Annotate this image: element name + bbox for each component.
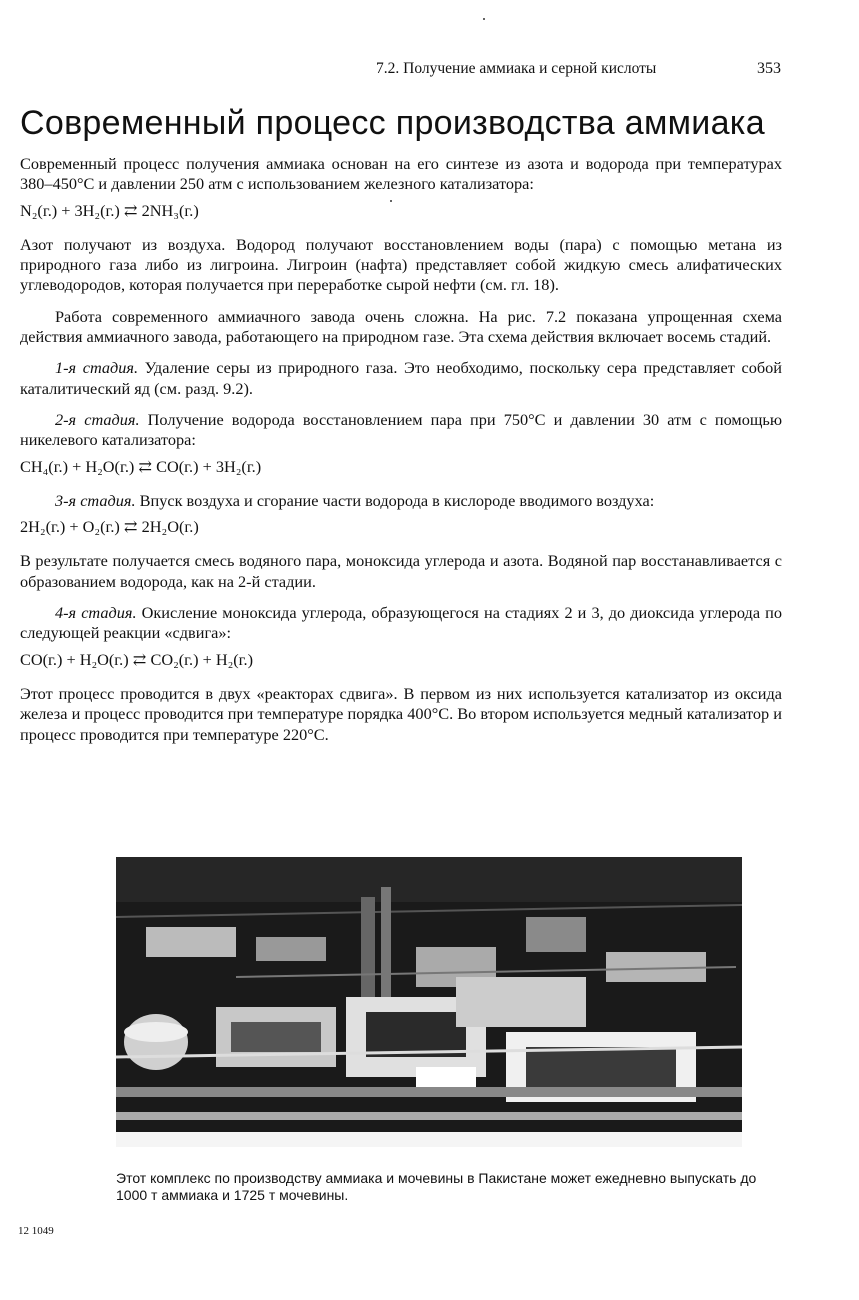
eq-left: 2H₂(г.) + O₂(г.) xyxy=(20,517,120,537)
paragraph-shift-reactors: Этот процесс проводится в двух «реакторах сдвига». В первом из них используется катализатор из оксида железа и процесс проводится при температуре порядка 400°С. Во втором используется медный катализатор и процесс проводится при температуре 220°С. xyxy=(20,683,782,744)
eq-right: 2H₂O(г.) xyxy=(141,517,199,537)
stage-label: 1-я стадия. xyxy=(55,358,139,378)
running-header: 7.2. Получение аммиака и серной кислоты xyxy=(376,60,657,77)
stage-text: Удаление серы из природного газа. Это необходимо, поскольку сера представляет собой каталитический яд (см. разд. 9.2). xyxy=(20,358,782,398)
stage-label: 4-я стадия. xyxy=(55,603,137,623)
eq-left: CH₄(г.) + H₂O(г.) xyxy=(20,456,135,476)
paragraph-stage-1 xyxy=(20,358,782,399)
stage-label: 2-я стадия. xyxy=(55,409,140,429)
eq-left: CO(г.) + H₂O(г.) xyxy=(20,649,129,669)
paragraph-stage-2 xyxy=(20,410,782,451)
eq-arrow: ⇄ xyxy=(132,649,147,669)
eq-arrow: ⇄ xyxy=(123,517,138,537)
paragraph-plant: Работа современного аммиачного завода очень сложна. На рис. 7.2 показана упрощенная схема действия аммиачного завода, работающего на природном газе. Эта схема действия включает восемь стадий. xyxy=(20,306,782,347)
page-title: Современный процесс производства аммиака xyxy=(20,104,765,142)
eq-left: N₂(г.) + 3H₂(г.) xyxy=(20,200,120,220)
stage-label: 3-я стадия. xyxy=(55,490,136,510)
stage-text: Впуск воздуха и сгорание части водорода в кислороде вводимого воздуха: xyxy=(139,490,655,510)
factory-photo xyxy=(116,857,742,1147)
equation-shift-reaction xyxy=(20,650,782,670)
paragraph-stage-3 xyxy=(20,491,782,511)
paragraph-result: В результате получается смесь водяного пара, моноксида углерода и азота. Водяной пар восстанавливается с образованием водорода, как на 2-й стадии. xyxy=(20,551,782,591)
equation-steam-reforming xyxy=(20,457,782,477)
stage-text: Окисление моноксида углерода, образующегося на стадиях 2 и 3, до диоксида углерода по следующей реакции «сдвига»: xyxy=(20,603,782,643)
eq-right: CO₂(г.) + H₂(г.) xyxy=(150,649,254,669)
page-number: 353 xyxy=(757,60,781,77)
eq-arrow: ⇄ xyxy=(123,200,138,220)
eq-right: 2NH₃(г.) xyxy=(141,200,199,220)
figure-caption: Этот комплекс по производству аммиака и мочевины в Пакистане может ежедневно выпускать до 1000 т аммиака и 1725 т мочевины. xyxy=(116,1170,757,1203)
equation-hydrogen-combustion xyxy=(20,517,782,537)
eq-right: CO(г.) + 3H₂(г.) xyxy=(156,456,262,476)
paragraph-stage-4 xyxy=(20,603,782,644)
signature-mark: 12 1049 xyxy=(18,1225,54,1237)
speck xyxy=(483,18,485,20)
equation-ammonia-synthesis xyxy=(20,201,782,221)
paragraph-nitrogen-hydrogen: Азот получают из воздуха. Водород получают восстановлением воды (пара) с помощью метана из природного газа либо из лигроина. Лигроин (нафта) представляет собой жидкую смесь алифатических углеводородов, которая получается при переработке сырой нефти (см. гл. 18). xyxy=(20,234,782,295)
stage-text: Получение водорода восстановлением пара при 750°С и давлении 30 атм с помощью никелевого катализатора: xyxy=(20,409,783,450)
body-text xyxy=(20,154,782,756)
paragraph-intro: Современный процесс получения аммиака основан на его синтезе из азота и водорода при температурах 380–450°С и давлении 250 атм с использованием железного катализатора: xyxy=(20,154,782,194)
eq-arrow: ⇄ xyxy=(138,456,153,476)
